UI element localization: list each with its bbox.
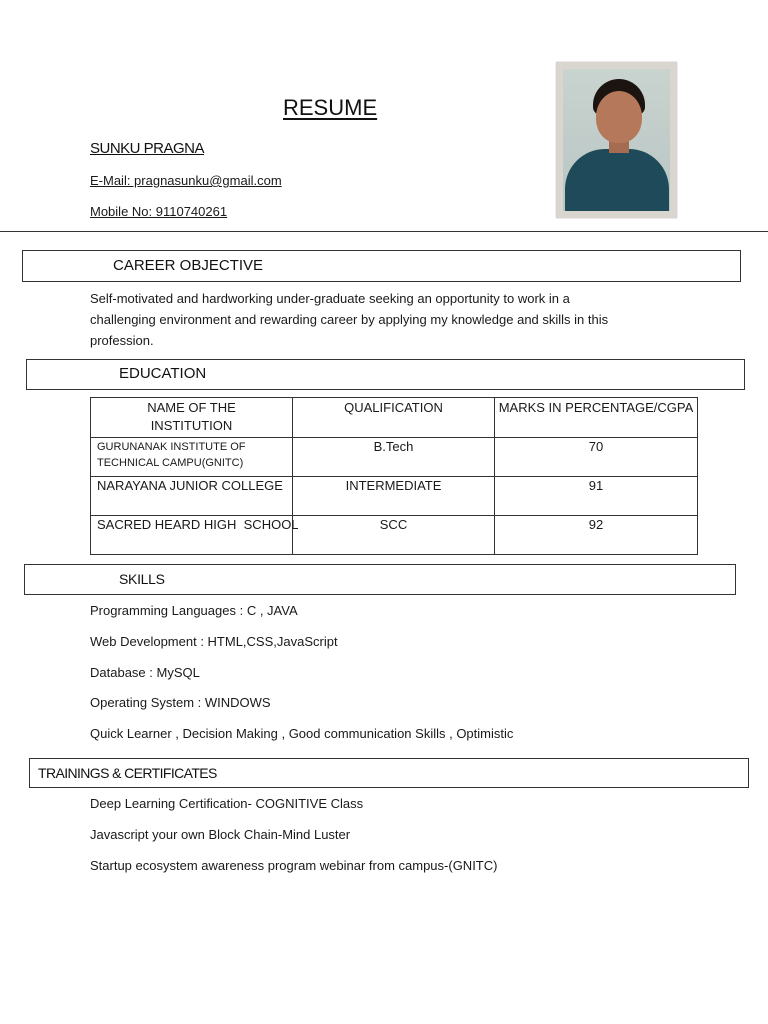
qualification-cell: INTERMEDIATE [293,477,495,516]
marks-cell: 91 [495,477,698,516]
trainings-heading: TRAININGS & CERTIFICATES [38,765,217,781]
qualification-cell: SCC [293,516,495,555]
education-box [26,359,745,390]
header-divider [0,231,768,232]
training-item: Startup ecosystem awareness program webinar from campus-(GNITC) [90,858,498,873]
table-header-row [91,398,698,438]
marks-cell: 92 [495,516,698,555]
table-row [91,438,698,477]
column-header-marks: MARKS IN PERCENTAGE/CGPA [495,398,698,438]
skills-heading: SKILLS [119,571,165,587]
photo-face [596,91,642,143]
qualification-cell: B.Tech [293,438,495,477]
photo-content [563,69,670,211]
column-header-qualification: QUALIFICATION [293,398,495,438]
skill-item: Database : MySQL [90,665,200,680]
objective-line: profession. [90,333,154,348]
career-objective-text [90,288,660,351]
marks-cell: 70 [495,438,698,477]
skill-item: Programming Languages : C , JAVA [90,603,298,618]
institution-cell: SACRED HEARD HIGH SCHOOL [91,516,293,555]
skill-item: Operating System : WINDOWS [90,695,271,710]
candidate-name: SUNKU PRAGNA [90,140,205,157]
institution-cell: NARAYANA JUNIOR COLLEGE [91,477,293,516]
training-item: Deep Learning Certification- COGNITIVE Class [90,796,364,811]
skill-item: Web Development : HTML,CSS,JavaScript [90,634,338,649]
skills-box [24,564,736,595]
trainings-box [29,758,749,788]
email-line: E-Mail: pragnasunku@gmail.com [90,173,282,188]
table-row [91,477,698,516]
career-objective-box [22,250,741,282]
resume-title: RESUME [283,95,378,120]
table-row [91,516,698,555]
skill-item: Quick Learner , Decision Making , Good communication Skills , Optimistic [90,726,514,741]
profile-photo [556,62,677,218]
mobile-line: Mobile No: 9110740261 [90,204,228,219]
photo-shirt [565,149,669,211]
objective-line: challenging environment and rewarding career by applying my knowledge and skills in this [90,312,609,327]
objective-line: Self-motivated and hardworking under-graduate seeking an opportunity to work in a [90,291,570,306]
education-heading: EDUCATION [119,365,207,382]
column-header-institution: NAME OF THE INSTITUTION [91,398,293,438]
career-objective-heading: CAREER OBJECTIVE [113,257,264,274]
training-item: Javascript your own Block Chain-Mind Luster [90,827,351,842]
institution-cell: GURUNANAK INSTITUTE OF TECHNICAL CAMPU(GNITC) [91,438,293,477]
education-table [90,397,698,555]
